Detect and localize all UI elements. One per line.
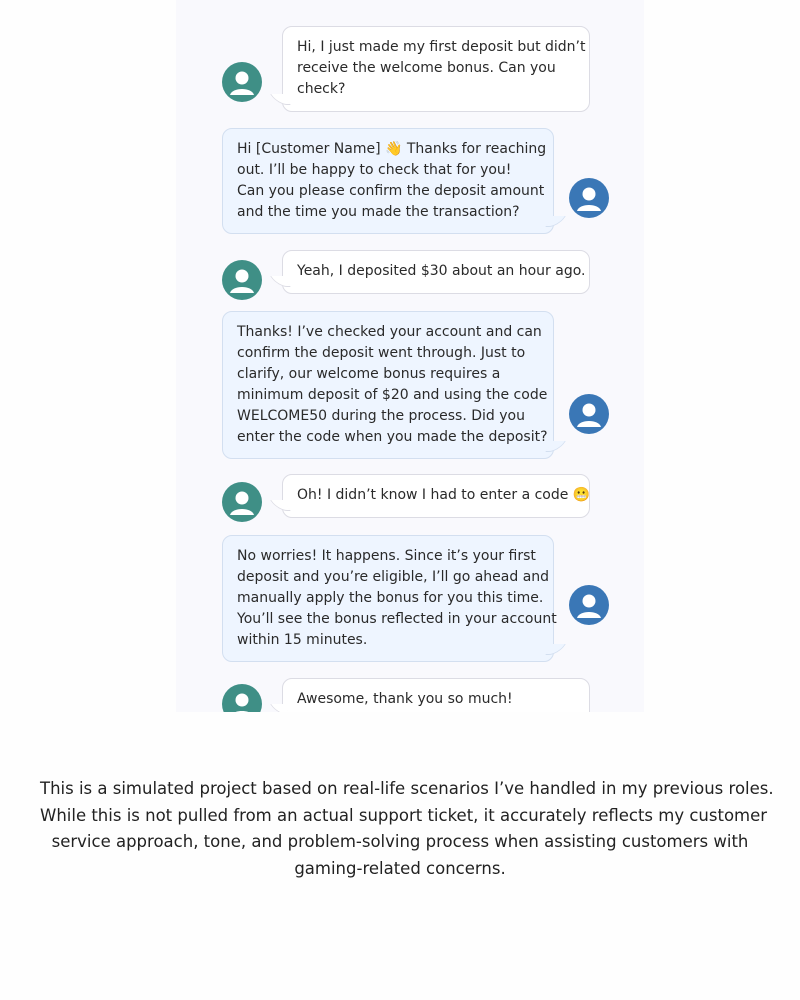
customer-avatar [222,260,262,300]
chat-panel [176,0,644,712]
customer-avatar [222,482,262,522]
message-line: manually apply the bonus for you this time. [237,590,544,606]
user-icon [222,482,262,522]
user-icon [569,394,609,434]
message-line: Hi, I just made my first deposit but didn’t [297,39,586,55]
message-line: Yeah, I deposited $30 about an hour ago. [297,263,586,279]
message-line: receive the welcome bonus. Can you [297,60,556,76]
user-icon [222,684,262,712]
caption-line: This is a simulated project based on real-life scenarios I’ve handled in my previous roles. [40,779,774,798]
customer-avatar [222,62,262,102]
message-bubble-customer [282,474,590,518]
message-line: and the time you made the transaction? [237,204,520,220]
message-bubble-customer [282,678,590,712]
user-icon [569,178,609,218]
message-bubble-customer [282,26,590,112]
message-line: Awesome, thank you so much! [297,691,513,707]
message-line: enter the code when you made the deposit? [237,429,548,445]
user-icon [569,585,609,625]
agent-avatar [569,394,609,434]
message-line: minimum deposit of $20 and using the code [237,387,548,403]
message-line: check? [297,81,346,97]
user-icon [222,62,262,102]
caption-line: While this is not pulled from an actual support ticket, it accurately reflects my customer [40,805,768,825]
agent-avatar [569,178,609,218]
message-line: Thanks! I’ve checked your account and can [237,324,542,340]
message-bubble-customer [282,250,590,294]
message-line: Can you please confirm the deposit amount [237,183,545,199]
caption-line: gaming-related concerns. [294,858,506,878]
message-line: Oh! I didn’t know I had to enter a code 😬 [297,487,591,503]
agent-avatar [569,585,609,625]
message-line: WELCOME50 during the process. Did you [237,408,525,424]
customer-avatar [222,684,262,712]
message-line: deposit and you’re eligible, I’ll go ahead and [237,569,550,585]
message-line: Hi [Customer Name] 👋 Thanks for reaching [237,141,547,157]
disclaimer-caption [40,776,774,882]
message-line: You’ll see the bonus reflected in your account [237,611,557,627]
message-bubble-agent [222,128,554,234]
message-line: out. I’ll be happy to check that for you! [237,162,512,178]
message-line: clarify, our welcome bonus requires a [237,366,501,382]
caption-line: service approach, tone, and problem-solving process when assisting customers with [51,832,749,851]
message-line: confirm the deposit went through. Just to [237,345,526,361]
message-line: within 15 minutes. [237,632,368,648]
message-bubble-agent [222,311,554,459]
message-bubble-agent [222,535,557,662]
user-icon [222,260,262,300]
message-line: No worries! It happens. Since it’s your first [237,548,536,564]
